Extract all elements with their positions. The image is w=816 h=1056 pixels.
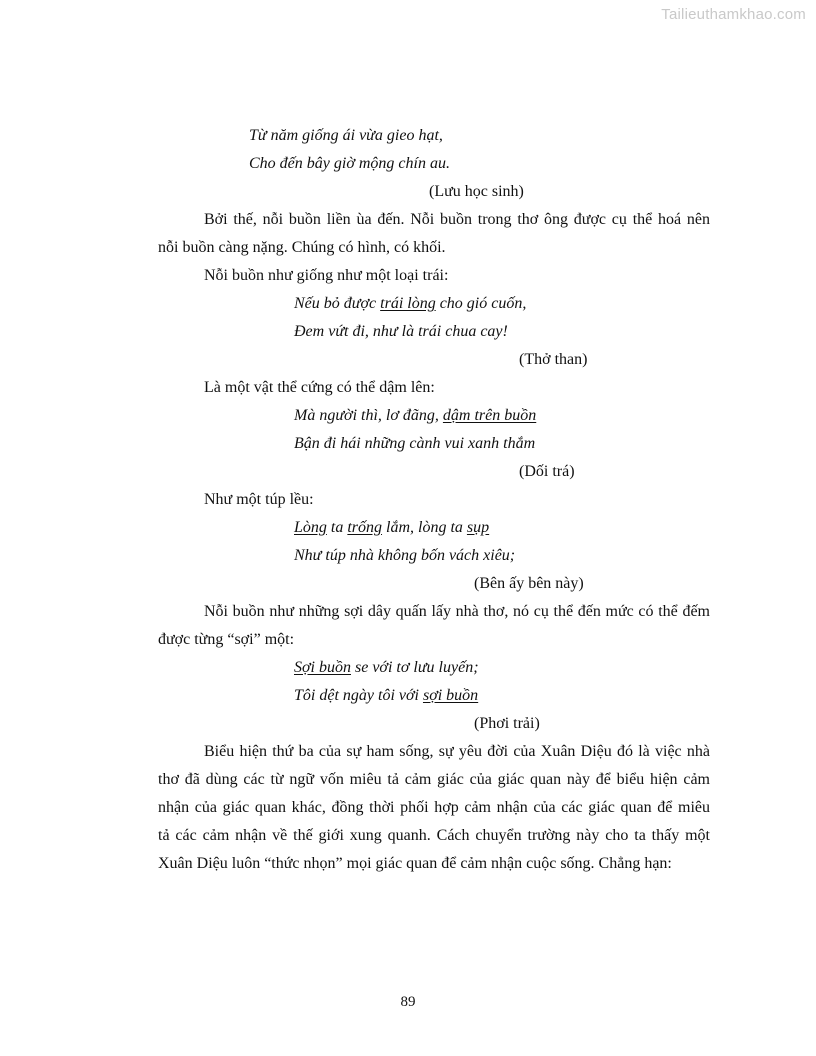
intro-hut: Như một túp lều: xyxy=(204,491,314,508)
poem5-line2: Tôi dệt ngày tôi với sợi buồn xyxy=(294,687,479,704)
poem4-line1: Lòng ta trống lắm, lòng ta sụp xyxy=(294,519,490,536)
poem5-source: (Phơi trải) xyxy=(474,715,540,732)
underlined-phrase: trái lòng xyxy=(380,295,436,312)
para1-line2: nỗi buồn càng nặng. Chúng có hình, có khối. xyxy=(158,239,446,256)
underlined-phrase: sợi buồn xyxy=(422,687,479,704)
page-number: 89 xyxy=(400,994,416,1010)
para2-line1: Nỗi buồn như những sợi dây quấn lấy nhà thơ, nó cụ thể đến mức có thể đếm xyxy=(204,603,710,620)
underlined-phrase: trống xyxy=(347,519,383,536)
poem1-line1: Từ năm giống ái vừa gieo hạt, xyxy=(249,127,443,144)
poem1-source: (Lưu học sinh) xyxy=(429,183,524,200)
poem2-source: (Thở than) xyxy=(519,351,588,368)
underlined-phrase: dậm trên buồn xyxy=(442,407,537,424)
para3-line4: tả các cảm nhận về thế giới xung quanh. Cách chuyển trường này cho ta thấy một xyxy=(158,827,710,844)
poem3-line2: Bận đi hái những cành vui xanh thắm xyxy=(294,435,536,452)
underlined-phrase: Lòng xyxy=(294,519,327,536)
poem2-line1: Nếu bỏ được trái lòng cho gió cuốn, xyxy=(294,295,527,312)
poem3-line1: Mà người thì, lơ đãng, dậm trên buồn xyxy=(294,407,537,424)
para2-line2: được từng “sợi” một: xyxy=(158,631,295,648)
intro-object: Là một vật thể cứng có thể dậm lên: xyxy=(204,379,435,396)
para3-line3: nhận của giác quan khác, đồng thời phối hợp cảm nhận của các giác quan để miêu xyxy=(158,799,710,816)
para3-line2: thơ đã dùng các từ ngữ vốn miêu tả cảm giác của giác quan này để biểu hiện cảm xyxy=(158,771,710,788)
poem5-line1: Sợi buồn se với tơ lưu luyến; xyxy=(294,659,479,676)
para3-line5: Xuân Diệu luôn “thức nhọn” mọi giác quan để cảm nhận cuộc sống. Chẳng hạn: xyxy=(158,855,672,872)
underlined-phrase: sụp xyxy=(466,519,490,536)
poem2-line2: Đem vứt đi, như là trái chua cay! xyxy=(294,323,508,340)
poem4-source: (Bên ấy bên này) xyxy=(474,575,584,592)
watermark: Tailieuthamkhao.com xyxy=(661,6,806,23)
poem4-line2: Như túp nhà không bốn vách xiêu; xyxy=(294,547,516,564)
poem3-source: (Dối trá) xyxy=(519,463,575,480)
poem1-line2: Cho đến bây giờ mộng chín au. xyxy=(249,155,450,172)
intro-fruit: Nỗi buồn như giống như một loại trái: xyxy=(204,267,449,284)
para1-line1: Bởi thế, nỗi buồn liền ùa đến. Nỗi buồn trong thơ ông được cụ thể hoá nên xyxy=(204,211,710,228)
underlined-phrase: Sợi buồn xyxy=(294,659,351,676)
para3-line1: Biểu hiện thứ ba của sự ham sống, sự yêu đời của Xuân Diệu đó là việc nhà xyxy=(204,743,710,760)
